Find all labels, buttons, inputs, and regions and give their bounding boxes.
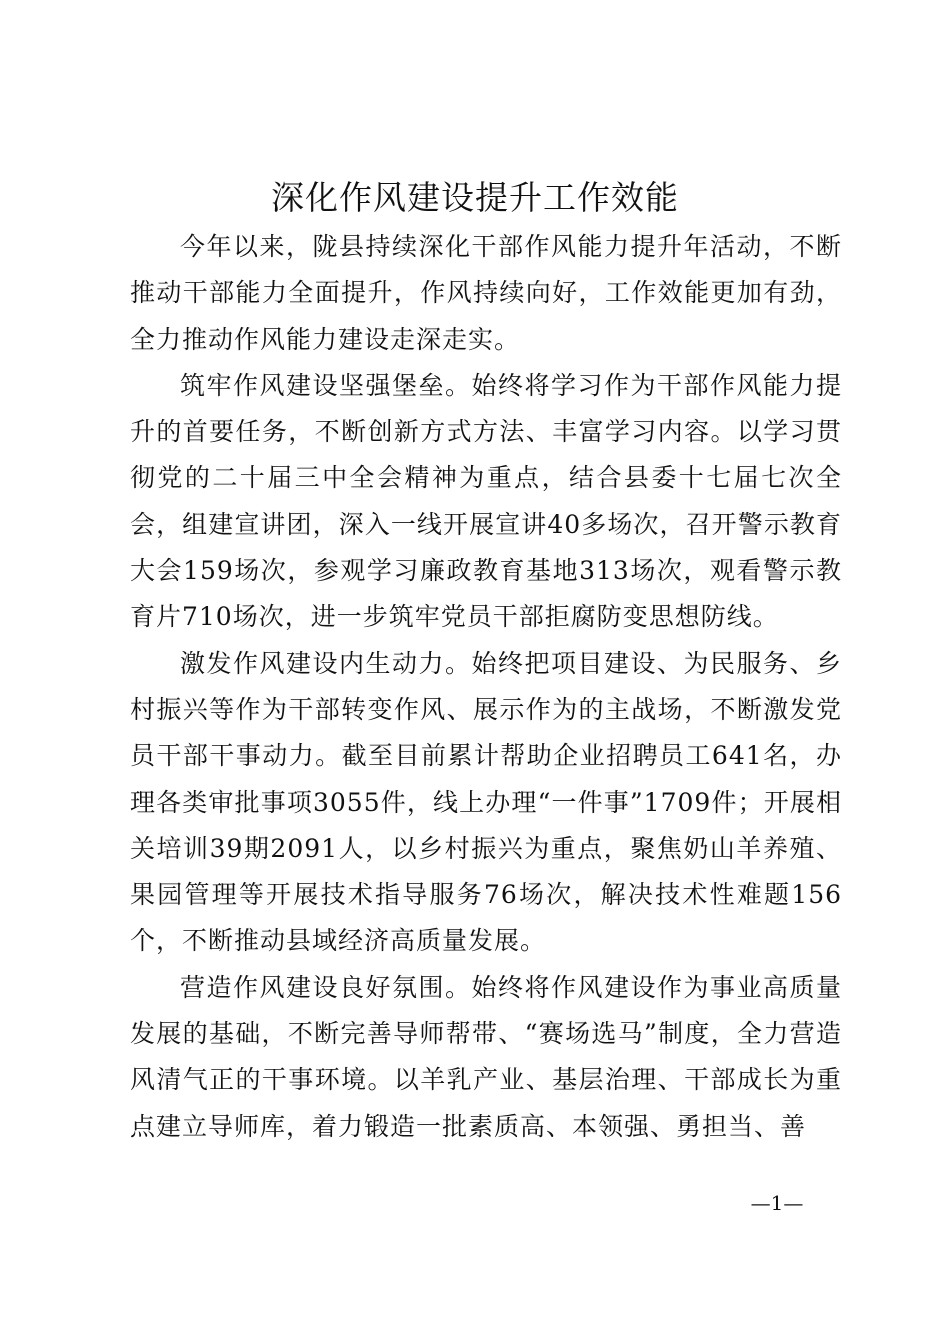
paragraph-strengthen-foundation: 筑牢作风建设坚强堡垒。始终将学习作为干部作风能力提升的首要任务，不断创新方式方法、丰富学习内容。以学习贯彻党的二十届三中全会精神为重点，结合县委十七届七次全会，组建宣讲团，深入一线开展宣讲40多场次，召开警示教育大会159场次，参观学习廉政教育基地313场次，观看警示教育片710场次，进一步筑牢党员干部拒腐防变思想防线。 [130, 370, 842, 632]
document-title: 深化作风建设提升工作效能 [271, 178, 679, 217]
paragraph-intro: 今年以来，陇县持续深化干部作风能力提升年活动，不断推动干部能力全面提升，作风持续向好，工作效能更加有劲，全力推动作风能力建设走深走实。 [130, 232, 842, 354]
paragraph-inspire-motivation: 激发作风建设内生动力。始终把项目建设、为民服务、乡村振兴等作为干部转变作风、展示作为的主战场，不断激发党员干部干事动力。截至目前累计帮助企业招聘员工641名，办理各类审批事项3055件，线上办理“一件事”1709件；开展相关培训39期2091人，以乡村振兴为重点，聚焦奶山羊养殖、果园管理等开展技术指导服务76场次，解决技术性难题156个，不断推动县域经济高质量发展。 [130, 648, 842, 956]
document-body [130, 224, 842, 1150]
paragraph-create-atmosphere: 营造作风建设良好氛围。始终将作风建设作为事业高质量发展的基础，不断完善导师帮带、“赛场选马”制度，全力营造风清气正的干事环境。以羊乳产业、基层治理、干部成长为重点建立导师库，着力锻造一批素质高、本领强、勇担当、善 [130, 972, 842, 1141]
page-number: —1— [750, 1191, 804, 1215]
